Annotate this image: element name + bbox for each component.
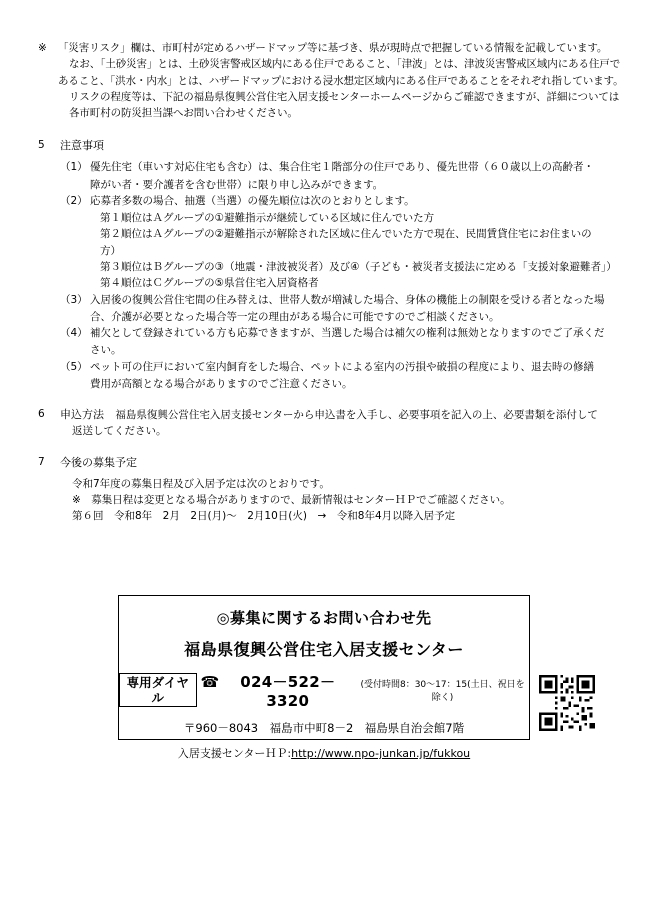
section-number: 5 — [38, 139, 45, 152]
qr-code — [539, 675, 595, 731]
priority-line: 第３順位はＢグループの③（地震・津波被災者）及び④（子ども・被災者支援法に定める「支援対象避難者」） — [100, 260, 617, 273]
item-continuation: 合、介護が必要となった場合等一定の理由がある場合に可能ですのでご相談ください。 — [90, 310, 500, 323]
reception-hours: (受付時間8：30～17：15(土日、祝日を除く) — [360, 680, 525, 703]
section-body — [60, 406, 616, 440]
section-body — [60, 454, 616, 525]
homepage-row — [119, 745, 529, 761]
item-marker: （3） — [60, 293, 88, 306]
list-item — [60, 325, 616, 341]
item-marker: （1） — [60, 161, 88, 174]
note-line: 「災害リスク」欄は、市町村が定めるハザードマップ等に基づき、県が現時点で把握している情報を記載しています。 — [58, 42, 608, 54]
dial-label: 専用ダイヤル — [119, 673, 197, 707]
list-item — [60, 292, 616, 308]
priority-line: 第４順位はＣグループの⑤県営住宅入居資格者 — [100, 277, 319, 290]
note-mark: ※ — [38, 42, 47, 54]
homepage-label: 入居支援センターＨＰ: — [177, 747, 292, 760]
document-body — [38, 40, 624, 524]
item-continuation: さい。 — [90, 344, 122, 357]
item-marker: （2） — [60, 194, 88, 207]
note-lines — [58, 40, 624, 121]
contact-center-name: 福島県復興公営住宅入居支援センター — [184, 640, 464, 659]
homepage-url[interactable]: http://www.npo-junkan.jp/fukkou — [291, 747, 471, 760]
contact-title: ◎募集に関するお問い合わせ先 — [216, 609, 432, 627]
list-item — [60, 193, 616, 209]
item-text: 応募者多数の場合、抽選（当選）の優先順位は次のとおりとします。 — [90, 194, 415, 207]
section-number: 6 — [38, 408, 45, 421]
item-continuation: 費用が高額となる場合がありますのでご注意ください。 — [90, 377, 353, 390]
item-marker: （5） — [60, 360, 88, 373]
phone-number: 024－522－3320 — [240, 673, 336, 710]
dial-row — [119, 671, 529, 710]
item-text: 優先住宅（車いす対応住宅も含む）は、集合住宅１階部分の住戸であり、優先世帯（６０歳以上の高齢者・ — [90, 161, 594, 174]
section-text: 令和7年度の募集日程及び入居予定は次のとおりです。 — [72, 477, 330, 490]
priority-line: 第２順位はＡグループの②避難指示が解除された区域に住んでいた方で現在、民間賃貸住宅にお住まいの — [100, 228, 592, 241]
section-title: 申込方法 — [60, 408, 104, 422]
item-text: 補欠として登録されている方も応募できますが、当選した場合は補欠の権利は無効となりますのでご了承くだ — [90, 327, 605, 340]
item-marker: （4） — [60, 327, 88, 340]
item-text: ペット可の住戸において室内飼育をした場合、ペットによる室内の汚損や破損の程度により、退去時の修繕 — [90, 360, 594, 373]
section-future-schedule — [38, 454, 616, 525]
priority-line: 方） — [100, 244, 121, 257]
note-line: リスクの程度等は、下記の福島県復興公営住宅入居支援センターホームページからご確認できますが、詳細については — [69, 90, 620, 103]
list-item — [60, 359, 616, 375]
list-item — [60, 159, 616, 175]
item-text: 入居後の復興公営住宅間の住み替えは、世帯人数が増減した場合、身体の機能上の制限を受ける者となった場 — [90, 293, 605, 306]
section-note: ※ 募集日程は変更となる場合がありますので、最新情報はセンターＨＰでご確認ください。 — [72, 493, 511, 506]
qr-code-image — [539, 675, 595, 731]
contact-box — [118, 595, 530, 760]
item-continuation: 障がい者・要介護者を含む世帯）に限り申し込みができます。 — [90, 178, 384, 191]
section-title: 今後の募集予定 — [60, 455, 137, 469]
section-body — [60, 137, 616, 392]
section-application-method — [38, 406, 616, 440]
section-title: 注意事項 — [60, 139, 104, 153]
section-title-row — [60, 406, 616, 423]
section-number: 7 — [38, 455, 45, 468]
disaster-risk-note — [38, 40, 624, 121]
section-text: 返送してください。 — [72, 425, 167, 438]
schedule-row: 第６回 令和8年 2月 2日(月)～ 2月10日(火) → 令和8年4月以降入居予定 — [72, 510, 456, 523]
note-line: 各市町村の防災担当課へお問い合わせください。 — [69, 107, 298, 120]
address-row: 〒960－8043 福島市中町8－2 福島県自治会館7階 — [183, 721, 465, 735]
section-notes — [38, 137, 616, 392]
priority-line: 第１順位はＡグループの①避難指示が継続している区域に住んでいた方 — [100, 212, 435, 225]
note-line: あること、「洪水・内水」とは、ハザードマップにおける浸水想定区域内にある住戸であることをそれぞれ指しています。 — [58, 74, 624, 87]
telephone-icon: ☎ — [200, 673, 220, 691]
section-text: 福島県復興公営住宅入居支援センターから申込書を入手し、必要事項を記入の上、必要書類を添付して — [115, 409, 598, 422]
note-line: なお、「土砂災害」とは、土砂災害警戒区域内にある住戸であること、「津波」とは、津波災害警戒区域内にある住戸で — [69, 58, 621, 71]
